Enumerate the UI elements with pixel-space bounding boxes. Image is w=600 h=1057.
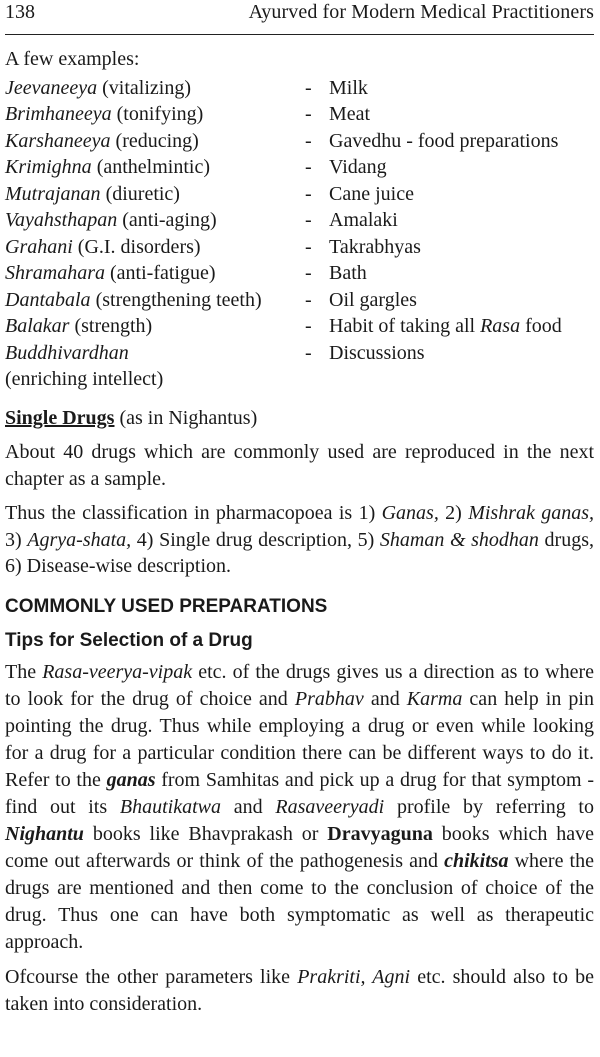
example-dash: -	[305, 341, 312, 364]
example-value: Gavedhu - food preparations	[329, 129, 559, 152]
example-value: Takrabhyas	[329, 235, 421, 258]
example-dash: -	[305, 288, 312, 311]
example-value: Cane juice	[329, 182, 414, 205]
example-gloss: (anti-fatigue)	[105, 262, 216, 284]
subsection-heading: Tips for Selection of a Drug	[5, 630, 253, 651]
list-item	[5, 101, 594, 128]
example-dash: -	[305, 129, 312, 152]
selection-tips-paragraph: The Rasa-veerya-vipak etc. of the drugs gives us a direction as to where to look for the drug of choice and Prabhav and Karma can help in pin pointing the drug. Thus while employing a drug or even while looking for a drug for a particular condition there can be different ways to do it. Refer to the ganas from Samhitas and pick up a drug for that symptom - find out its Bhautikatwa and Rasaveeryadi profile by referring to Nighantu books like Bhavprakash or Dravyaguna books which have come out afterwards or think of the pathogenesis and chikitsa where the drugs are mentioned and then come to the conclusion of choice of the drug. Thus one can have both symptomatic as well as therapeutic approach.	[5, 660, 594, 953]
example-term: Shramahara	[5, 262, 106, 284]
section-heading: COMMONLY USED PREPARATIONS	[5, 595, 328, 617]
example-term: Mutrajanan	[5, 182, 101, 205]
example-value: Bath	[329, 262, 367, 284]
list-item	[5, 260, 594, 287]
single-drugs-heading	[5, 405, 594, 432]
example-dash: -	[305, 76, 312, 99]
single-drugs-paragraph: About 40 drugs which are commonly used are reproduced in the next chapter as a sample.	[5, 441, 594, 490]
list-item	[5, 340, 594, 393]
example-term: Balakar	[5, 315, 70, 337]
example-gloss: (enriching intellect)	[5, 368, 164, 390]
page-content	[5, 46, 594, 1018]
example-gloss: (strengthening teeth)	[90, 288, 262, 311]
classification-paragraph: Thus the classification in pharmacopoea is 1) Ganas, 2) Mishrak ganas, 3) Agrya-shata, 4) Single drug description, 5) Shaman & shodhan drugs, 6) Disease-wise description.	[5, 502, 594, 577]
list-item	[5, 154, 594, 181]
example-value: Discussions	[329, 341, 425, 364]
page-header	[5, 0, 594, 35]
example-gloss: (diuretic)	[100, 182, 180, 205]
example-term: Jeevaneeya	[5, 76, 98, 99]
example-gloss: (strength)	[69, 315, 153, 337]
example-term: Buddhivardhan	[5, 341, 129, 364]
example-dash: -	[305, 235, 312, 258]
example-value: Habit of taking all Rasa food	[329, 315, 562, 337]
example-term: Dantabala	[5, 288, 91, 311]
example-gloss: (vitalizing)	[97, 76, 191, 99]
example-gloss: (reducing)	[110, 129, 199, 152]
list-item	[5, 207, 594, 234]
single-drugs-suffix: (as in Nighantus)	[114, 406, 258, 429]
list-item	[5, 128, 594, 155]
example-value: Oil gargles	[329, 288, 417, 311]
list-item	[5, 181, 594, 208]
running-title: Ayurved for Modern Medical Practitioners	[248, 1, 594, 23]
example-value: Milk	[329, 76, 368, 99]
example-gloss: (anthelmintic)	[91, 156, 210, 178]
example-term: Krimighna	[5, 156, 92, 178]
example-term: Vayahsthapan	[5, 209, 118, 231]
list-item	[5, 313, 594, 340]
single-drugs-title: Single Drugs	[5, 406, 115, 429]
examples-list	[5, 75, 594, 393]
example-dash: -	[305, 156, 312, 178]
example-gloss: (anti-aging)	[117, 209, 217, 231]
example-dash: -	[305, 262, 312, 284]
example-gloss: (G.I. disorders)	[72, 235, 201, 258]
example-value: Meat	[329, 103, 371, 125]
example-term: Karshaneeya	[5, 129, 111, 152]
list-item	[5, 234, 594, 261]
page-number: 138	[5, 1, 35, 23]
example-dash: -	[305, 315, 312, 337]
closing-paragraph: Ofcourse the other parameters like Prakriti, Agni etc. should also to be taken into consideration.	[5, 965, 594, 1015]
example-value: Amalaki	[329, 209, 398, 231]
example-dash: -	[305, 182, 312, 205]
example-gloss: (tonifying)	[111, 103, 204, 125]
example-value: Vidang	[329, 156, 387, 178]
example-dash: -	[305, 103, 312, 125]
example-term: Brimhaneeya	[5, 103, 112, 125]
examples-intro: A few examples:	[5, 48, 140, 70]
list-item	[5, 75, 594, 102]
example-dash: -	[305, 209, 312, 231]
list-item	[5, 287, 594, 314]
example-term: Grahani	[5, 235, 73, 258]
